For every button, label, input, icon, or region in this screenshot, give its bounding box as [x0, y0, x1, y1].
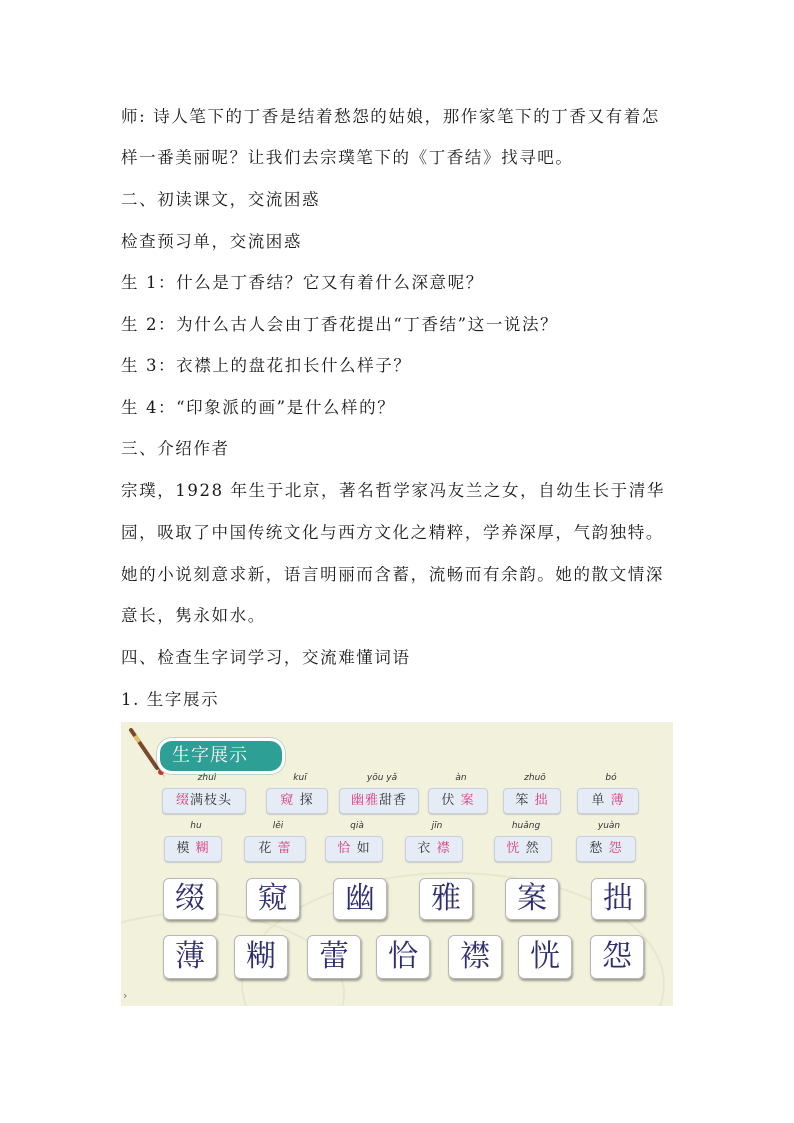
subsection-heading: 1. 生字展示: [121, 690, 220, 709]
character-card: 幽: [333, 878, 387, 920]
highlighted-character: 案: [460, 793, 475, 808]
highlighted-character: 怨: [608, 841, 623, 856]
word-text: 模: [176, 841, 196, 856]
pinyin-label: jīn: [431, 821, 443, 831]
highlighted-character: 蕾: [277, 841, 292, 856]
word-text: 满枝头: [190, 793, 233, 808]
pinyin-label: lěi: [272, 821, 284, 831]
character-card: 薄: [163, 935, 217, 979]
text-line: 检查预习单，交流困惑: [121, 232, 302, 251]
vocabulary-slide-image: [121, 722, 673, 1006]
word-card: [244, 836, 306, 862]
word-card: [503, 788, 561, 814]
word-text: 如: [351, 841, 371, 856]
word-text: 单: [591, 793, 611, 808]
pinyin-label: huǎng: [511, 821, 541, 831]
highlighted-character: 襟: [436, 841, 451, 856]
next-arrow-icon: ›: [123, 989, 128, 1002]
character-card: 蕾: [307, 935, 361, 979]
character-card: 怨: [590, 935, 644, 979]
word-text: 笨: [515, 793, 535, 808]
pinyin-label: qià: [350, 821, 364, 831]
text-line: 生 2：为什么古人会由丁香花提出“丁香结”这一说法？: [121, 315, 559, 334]
pinyin-label: yuàn: [597, 821, 621, 831]
pinyin-label: bó: [605, 773, 617, 783]
pinyin-label: zhuō: [524, 773, 546, 783]
character-card: 案: [505, 878, 559, 920]
highlighted-character: 拙: [534, 793, 549, 808]
word-card: [325, 836, 383, 862]
word-card: [162, 788, 246, 814]
text-line: 意长，隽永如水。: [121, 606, 266, 625]
section-heading: 四、检查生字词学习，交流难懂词语: [121, 648, 411, 667]
section-heading: 二、初读课文，交流困惑: [121, 190, 321, 209]
text-line: 生 1：什么是丁香结？它又有着什么深意呢？: [121, 273, 484, 292]
pinyin-label: yōu yǎ: [366, 773, 398, 783]
word-card: [164, 836, 222, 862]
word-text: 花: [258, 841, 278, 856]
text-line: 生 4：“印象派的画”是什么样的？: [121, 398, 396, 417]
character-card: 拙: [591, 878, 645, 920]
word-card: [576, 836, 636, 862]
word-text: 然: [520, 841, 540, 856]
highlighted-character: 恍: [506, 841, 521, 856]
highlighted-character: 窥: [280, 793, 295, 808]
text-line: 样一番美丽呢？让我们去宗璞笔下的《丁香结》找寻吧。: [121, 148, 574, 167]
word-text: 衣: [417, 841, 437, 856]
word-text: 伏: [441, 793, 461, 808]
text-line: 师: 诗人笔下的丁香是结着愁怨的姑娘，那作家笔下的丁香又有着怎: [121, 107, 660, 126]
character-card: 恍: [518, 935, 572, 979]
pinyin-label: àn: [455, 773, 467, 783]
character-card: 窥: [246, 878, 300, 920]
character-card: 缀: [163, 878, 217, 920]
word-card: [577, 788, 639, 814]
highlighted-character: 薄: [610, 793, 625, 808]
highlighted-character: 缀: [175, 793, 190, 808]
section-heading: 三、介绍作者: [121, 439, 230, 458]
highlighted-character: 幽雅: [350, 793, 379, 808]
word-text: 探: [294, 793, 314, 808]
pinyin-label: kuī: [293, 773, 307, 783]
slide-title: 生字展示: [157, 738, 285, 774]
pinyin-label: hu: [190, 821, 202, 831]
character-card: 襟: [448, 935, 502, 979]
pinyin-label: zhuì: [197, 773, 217, 783]
text-line: 她的小说刻意求新，语言明丽而含蓄，流畅而有余韵。她的散文情深: [121, 565, 664, 584]
character-card: 雅: [419, 878, 473, 920]
word-card: [339, 788, 419, 814]
highlighted-character: 恰: [337, 841, 352, 856]
word-card: [428, 788, 488, 814]
word-card: [494, 836, 552, 862]
character-card: 恰: [376, 935, 430, 979]
text-line: 宗璞，1928 年生于北京，著名哲学家冯友兰之女，自幼生长于清华: [121, 481, 665, 500]
character-card: 糊: [234, 935, 288, 979]
word-card: [266, 788, 328, 814]
text-line: 生 3：衣襟上的盘花扣长什么样子？: [121, 356, 412, 375]
word-text: 甜香: [379, 793, 408, 808]
word-text: 愁: [589, 841, 609, 856]
word-card: [405, 836, 463, 862]
text-line: 园，吸取了中国传统文化与西方文化之精粹，学养深厚，气韵独特。: [121, 523, 664, 542]
highlighted-character: 糊: [195, 841, 210, 856]
